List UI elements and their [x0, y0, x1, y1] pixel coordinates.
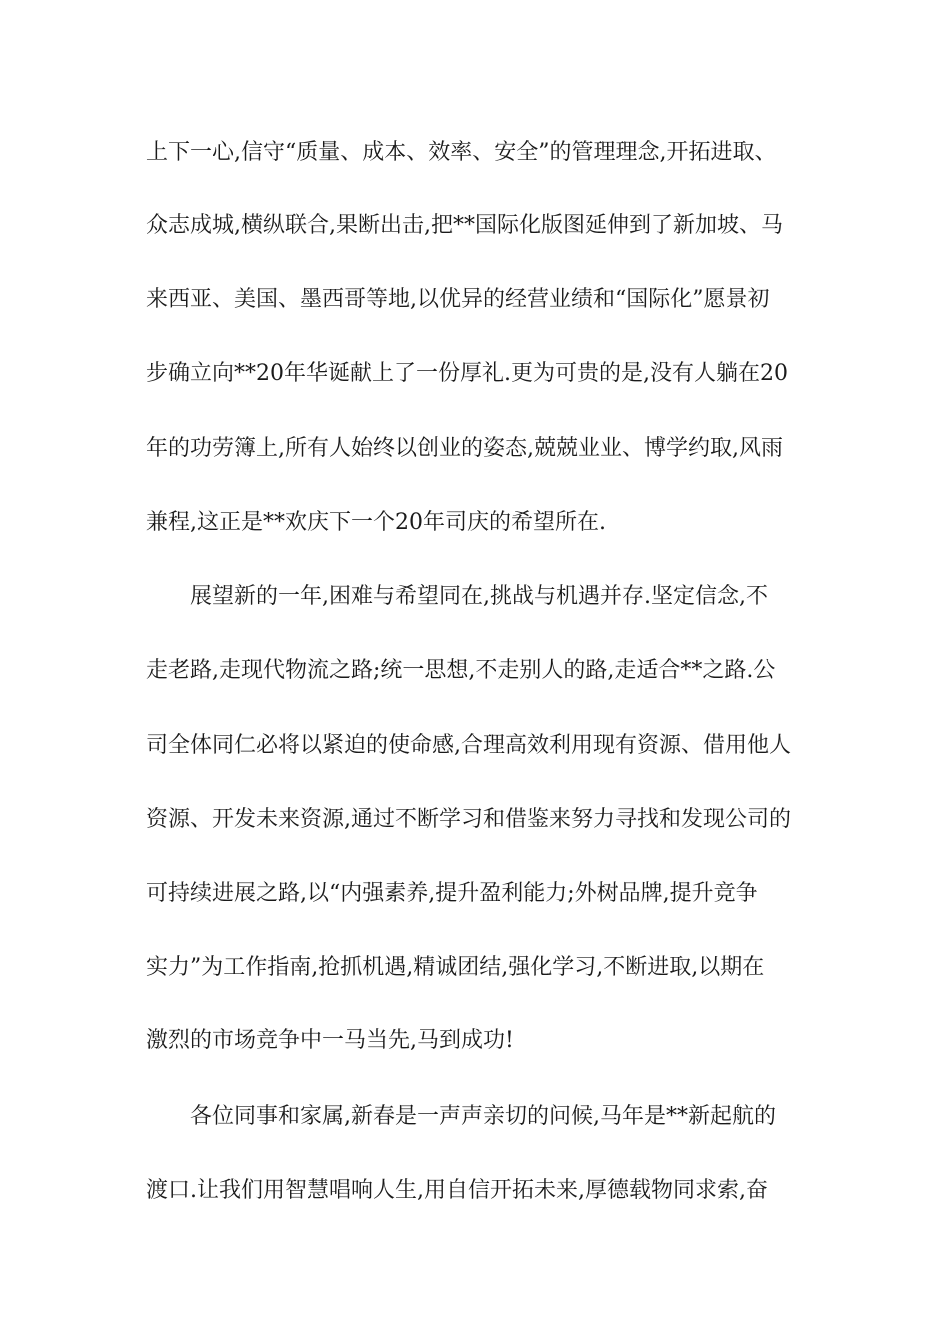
text-line: 上下一心,信守“质量、成本、效率、安全”的管理理念,开拓进取、: [146, 140, 777, 165]
text-line: 步确立向**20年华诞献上了一份厚礼.更为可贵的是,没有人躺在20: [146, 361, 788, 386]
text-line: 众志成城,横纵联合,果断出击,把**国际化版图延伸到了新加坡、马: [146, 213, 783, 238]
text-line: 来西亚、美国、墨西哥等地,以优异的经营业绩和“国际化”愿景初: [146, 287, 770, 312]
text-line: 渡口.让我们用智慧唱响人生,用自信开拓未来,厚德载物同求索,奋: [146, 1178, 768, 1203]
text-line: 资源、开发未来资源,通过不断学习和借鉴来努力寻找和发现公司的: [146, 807, 791, 832]
text-line: 实力”为工作指南,抢抓机遇,精诚团结,强化学习,不断进取,以期在: [146, 955, 765, 980]
text-line: 可持续进展之路,以“内强素养,提升盈利能力;外树品牌,提升竞争: [146, 881, 758, 906]
text-line: 展望新的一年,困难与希望同在,挑战与机遇并存.坚定信念,不: [190, 584, 768, 609]
text-line: 司全体同仁必将以紧迫的使命感,合理高效利用现有资源、借用他人: [146, 733, 791, 758]
text-line: 激烈的市场竞争中一马当先,马到成功!: [146, 1028, 514, 1053]
text-line: 各位同事和家属,新春是一声声亲切的问候,马年是**新起航的: [190, 1104, 776, 1129]
text-line: 走老路,走现代物流之路;统一思想,不走别人的路,走适合**之路.公: [146, 658, 776, 683]
text-line: 兼程,这正是**欢庆下一个20年司庆的希望所在.: [146, 510, 606, 535]
text-line: 年的功劳簿上,所有人始终以创业的姿态,兢兢业业、博学约取,风雨: [146, 436, 783, 461]
